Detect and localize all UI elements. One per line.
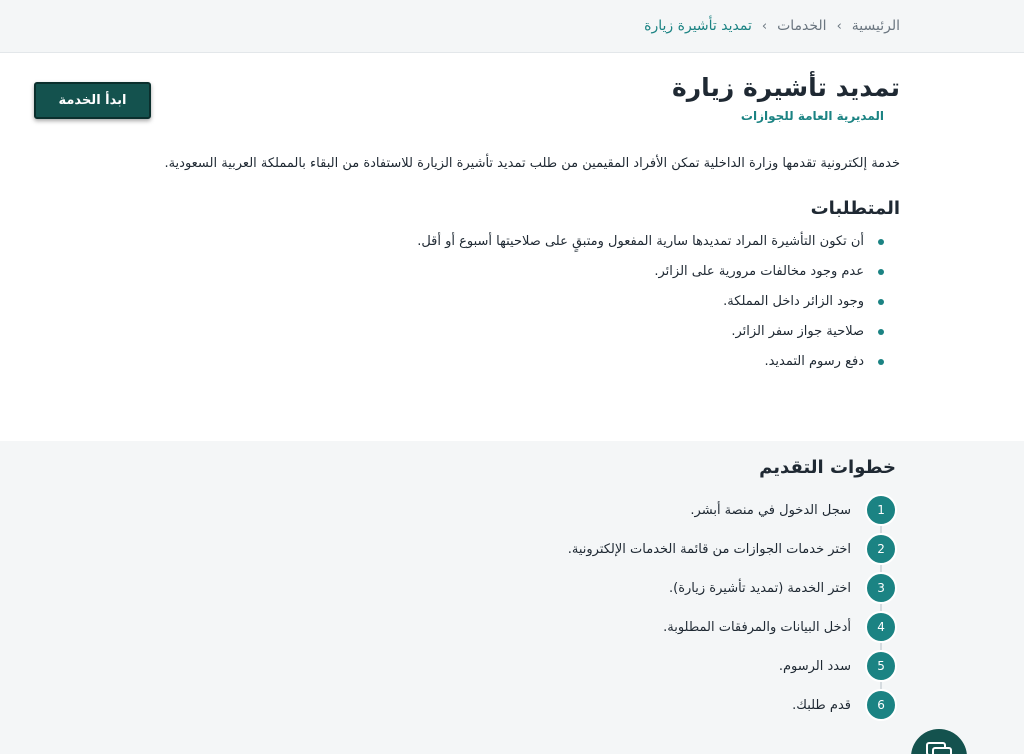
step-text: أدخل البيانات والمرفقات المطلوبة.: [663, 619, 851, 635]
service-header: [0, 53, 1024, 129]
bullet-icon: [878, 329, 884, 335]
requirement-text: أن تكون التأشيرة المراد تمديدها سارية المفعول ومتبقٍ على صلاحيتها أسبوع أو أقل.: [417, 234, 864, 249]
list-item: [284, 233, 884, 263]
organization-name: المديرية العامة للجوازات: [740, 109, 884, 123]
list-item: [284, 353, 884, 383]
requirement-text: صلاحية جواز سفر الزائر.: [731, 324, 864, 339]
breadcrumb-current: تمديد تأشيرة زيارة: [644, 18, 752, 34]
chevron-left-icon: ›: [836, 18, 842, 34]
breadcrumb: [0, 0, 1024, 53]
step-text: اختر خدمات الجوازات من قائمة الخدمات الإلكترونية.: [567, 541, 851, 557]
requirements-list: [284, 233, 884, 383]
list-item: [284, 263, 884, 293]
step-item: [792, 689, 897, 721]
step-number: 3: [865, 572, 897, 604]
step-text: اختر الخدمة (تمديد تأشيرة زيارة).: [669, 580, 851, 596]
page-title: تمديد تأشيرة زيارة: [671, 73, 900, 102]
step-item: [669, 572, 897, 604]
steps-title: خطوات التقديم: [759, 457, 896, 478]
step-item: [568, 533, 897, 565]
step-item: [690, 494, 897, 526]
step-number: 4: [865, 611, 897, 643]
bullet-icon: [878, 299, 884, 305]
step-text: سجل الدخول في منصة أبشر.: [690, 502, 851, 518]
step-item: [779, 650, 897, 682]
start-service-button[interactable]: ابدأ الخدمة: [34, 82, 151, 119]
requirement-text: عدم وجود مخالفات مرورية على الزائر.: [654, 264, 864, 279]
step-number: 2: [865, 533, 897, 565]
breadcrumb-services[interactable]: الخدمات: [777, 18, 827, 34]
requirements-title: المتطلبات: [810, 198, 900, 219]
list-item: [284, 323, 884, 353]
chat-icon: [925, 741, 953, 754]
requirement-text: دفع رسوم التمديد.: [764, 354, 864, 369]
step-number: 6: [865, 689, 897, 721]
step-number: 1: [865, 494, 897, 526]
step-text: سدد الرسوم.: [778, 658, 851, 674]
list-item: [284, 293, 884, 323]
bullet-icon: [878, 269, 884, 275]
step-text: قدم طلبك.: [792, 697, 851, 713]
bullet-icon: [878, 239, 884, 245]
service-description: خدمة إلكترونية تقدمها وزارة الداخلية تمكن الأفراد المقيمين من طلب تمديد تأشيرة الزيارة للاستفادة من البقاء بالمملكة العربية السعودية.: [164, 156, 900, 171]
steps-section: [0, 441, 1024, 754]
requirement-text: وجود الزائر داخل المملكة.: [723, 294, 864, 309]
step-item: [663, 611, 897, 643]
chevron-left-icon: ›: [761, 18, 768, 34]
step-number: 5: [865, 650, 897, 682]
breadcrumb-home[interactable]: الرئيسية: [851, 18, 900, 34]
bullet-icon: [878, 359, 884, 365]
